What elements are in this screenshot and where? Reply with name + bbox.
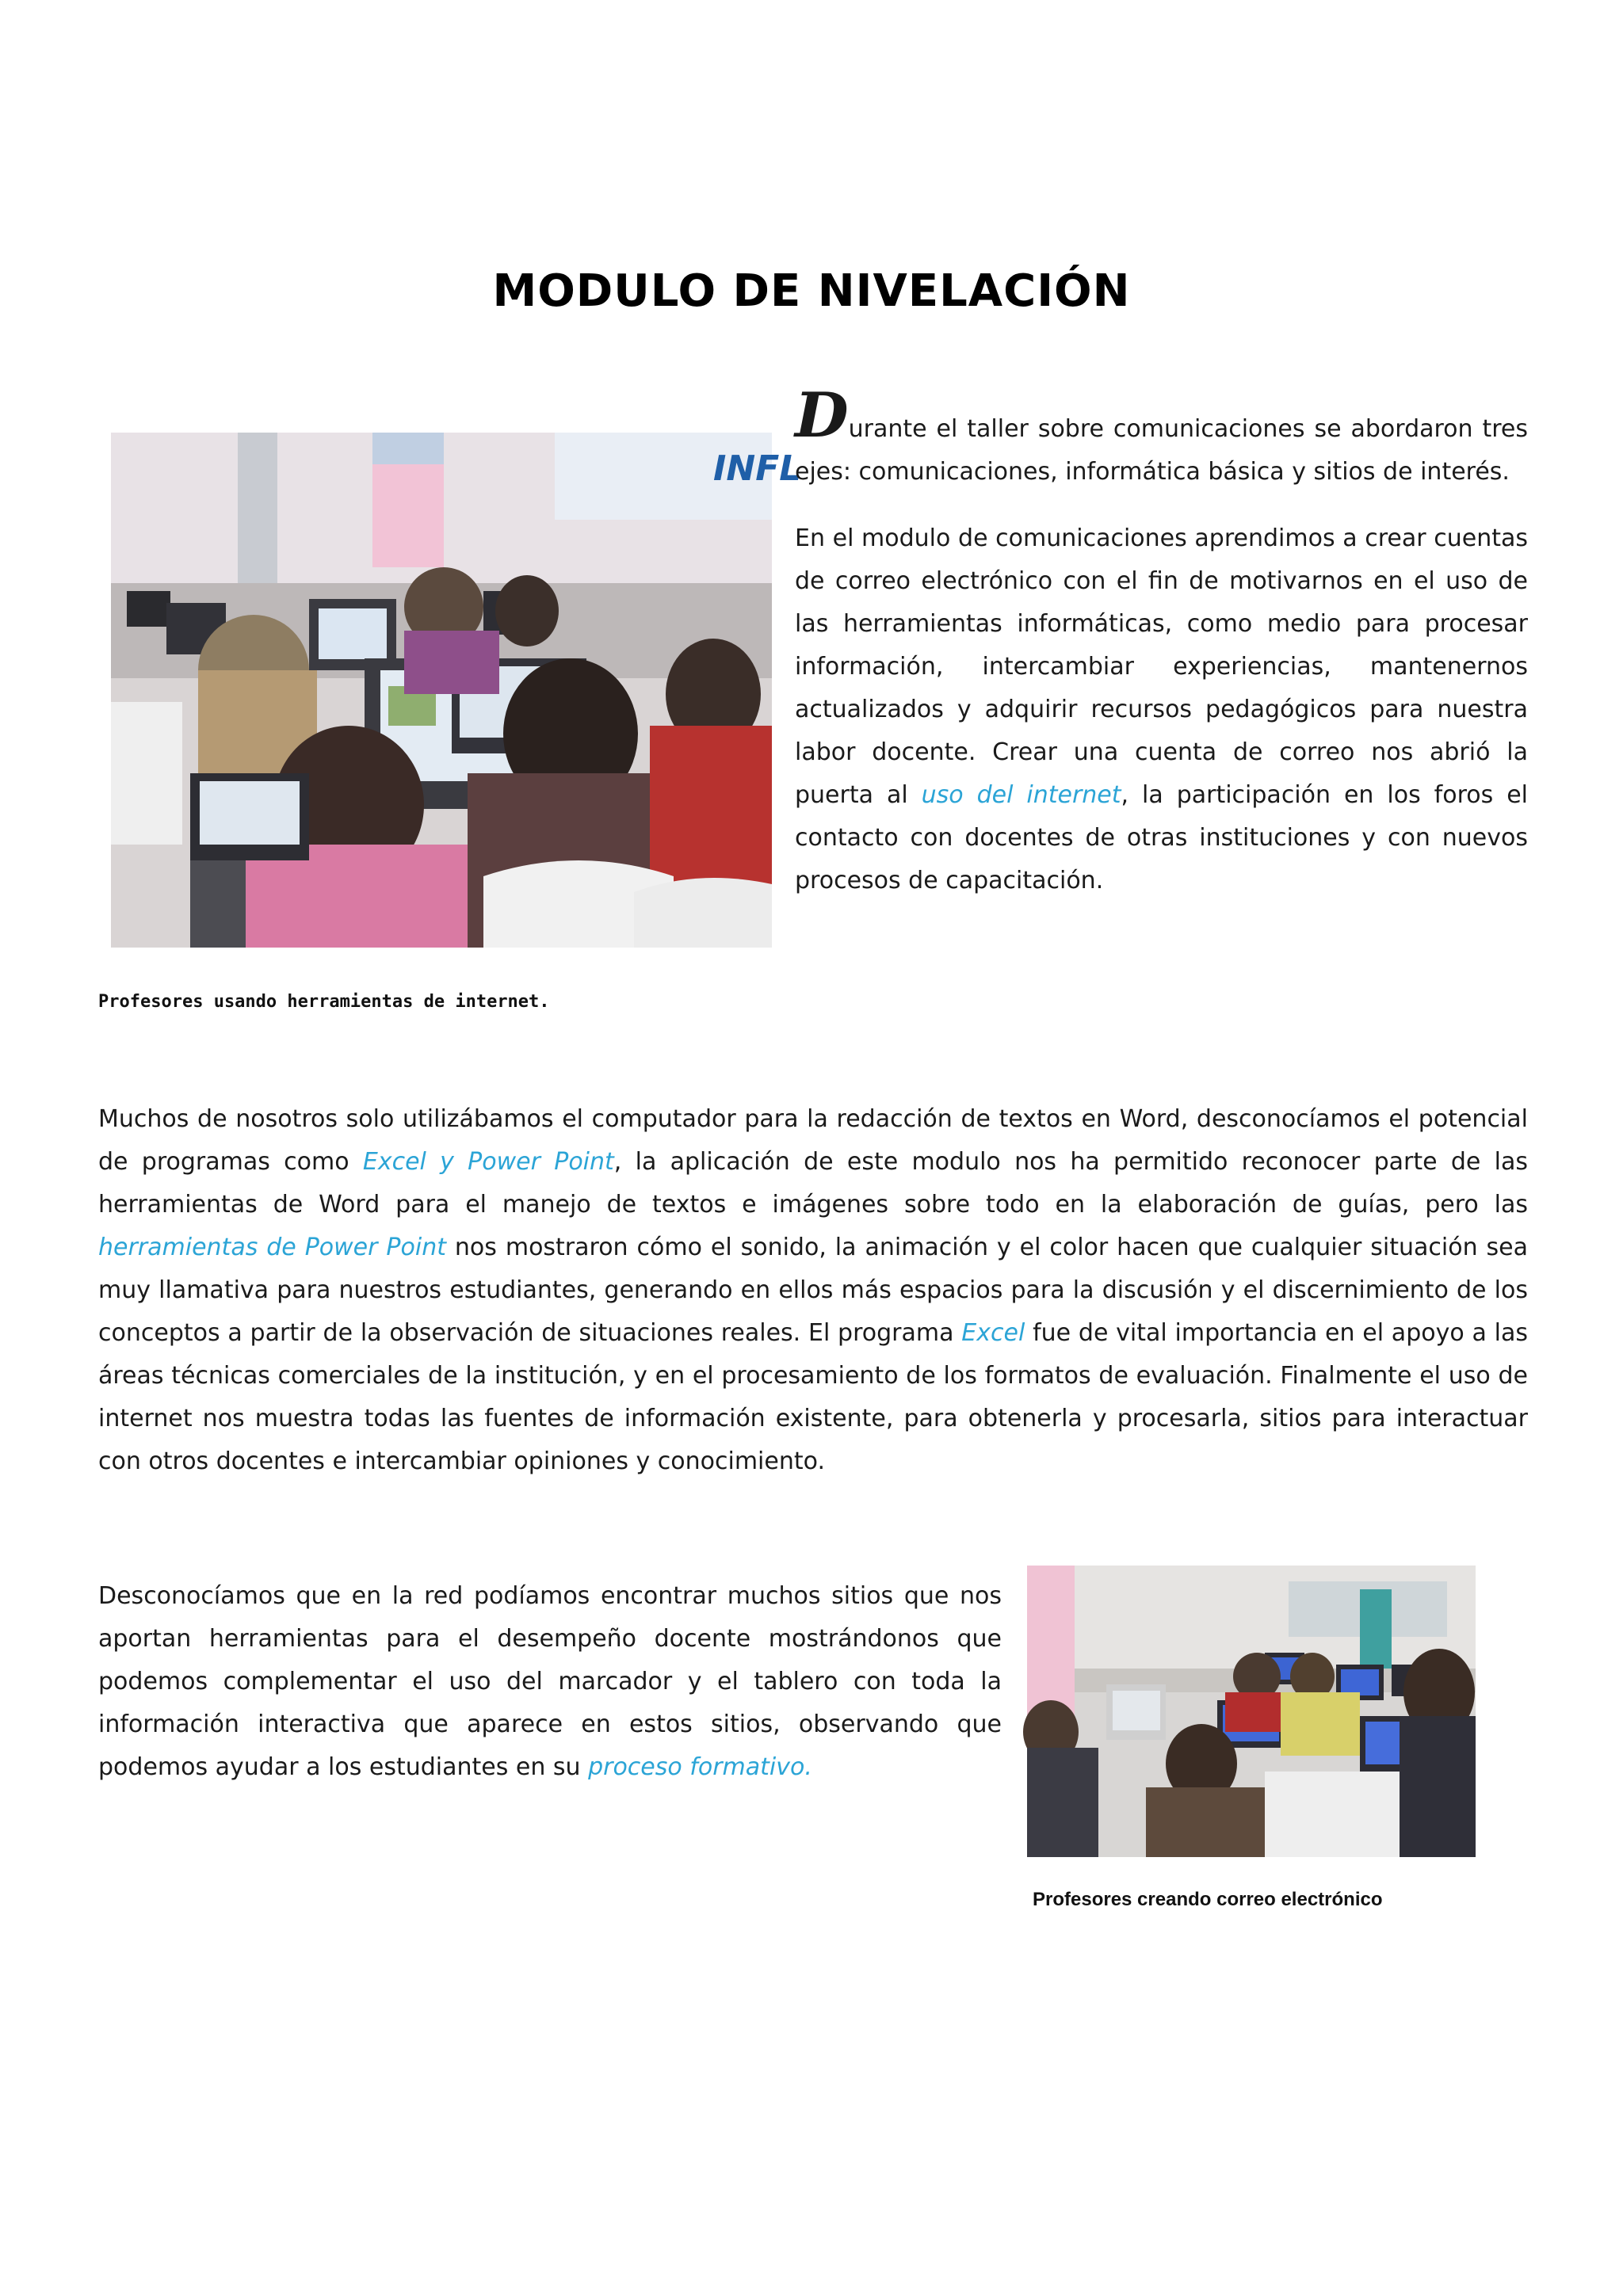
photo-caption-1: Profesores usando herramientas de internet. — [98, 992, 550, 1012]
link-excel-power-point[interactable]: Excel y Power Point — [362, 1148, 614, 1176]
classroom-photo-1 — [111, 433, 802, 948]
svg-text:INFL: INFL — [713, 448, 802, 489]
link-uso-del-internet[interactable]: uso del internet — [921, 781, 1121, 809]
page-title: MODULO DE NIVELACIÓN — [492, 265, 1131, 317]
internet-sites-paragraph-block — [98, 1575, 1002, 1789]
text-span: fue de vital importancia en el apoyo a las áreas técnicas comerciales de la institución, y en el procesamiento de los formatos de evaluación. Finalmente el uso de internet nos muestra todas las fuentes de información existente, para obtenerla y procesarla, sitios para interactuar con otros docentes e intercambiar opiniones y conocimiento. — [98, 1319, 1529, 1475]
intro-paragraph — [795, 379, 1528, 494]
text-span: , la participación en los foros el contacto con docentes de otras instituciones y con nuevos procesos de capacitación. — [795, 781, 1528, 894]
text-span: En el modulo de comunicaciones aprendimos a crear cuentas de correo electrónico con el fin de motivarnos en el uso de las herramientas informáticas, como medio para procesar información, intercambiar experiencias, mantenernos actualizados y adquirir recursos pedagógicos para nuestra labor docente. Crear una cuenta de correo nos abrió la puerta al — [795, 524, 1528, 809]
photo-caption-2: Profesores creando correo electrónico — [1033, 1889, 1383, 1910]
text-span: Desconocíamos que en la red podíamos encontrar muchos sitios que nos aportan herramientas para el desempeño docente mostrándonos que podemos complementar el uso del marcador y el tablero con toda la información interactiva que aparece en estos sitios, observando que podemos ayudar a los estudiantes en su — [98, 1582, 1002, 1781]
link-herramientas-power-point[interactable]: herramientas de Power Point — [98, 1234, 446, 1261]
intro-text: urante el taller sobre comunicaciones se abordaron tres ejes: comunicaciones, informática básica y sitios de interés. — [795, 415, 1528, 486]
text-span: nos mostraron cómo el sonido, la animación y el color hacen que cualquier situación sea muy llamativa para nuestros estudiantes, generando en ellos más espacios para la discusión y el discernimiento de los conceptos a partir de la observación de situaciones reales. El programa — [98, 1234, 1528, 1347]
link-excel[interactable]: Excel — [961, 1319, 1025, 1347]
software-paragraph-block — [98, 1098, 1528, 1483]
internet-sites-paragraph — [98, 1575, 1002, 1789]
intro-text-block — [795, 379, 1528, 902]
drop-cap: D — [795, 379, 849, 452]
classroom-photo-2 — [1027, 1566, 1476, 1857]
communications-paragraph — [795, 517, 1528, 902]
text-span: Muchos de nosotros solo utilizábamos el computador para la redacción de textos en Word, desconocíamos el potencial de programas como — [98, 1105, 1528, 1176]
software-paragraph — [98, 1098, 1528, 1483]
link-proceso-formativo[interactable]: proceso formativo — [588, 1753, 805, 1781]
text-span: , la aplicación de este modulo nos ha permitido reconocer parte de las herramientas de Word para el manejo de textos e imágenes sobre todo en la elaboración de guías, pero las — [98, 1148, 1528, 1219]
text-span: . — [804, 1753, 812, 1781]
